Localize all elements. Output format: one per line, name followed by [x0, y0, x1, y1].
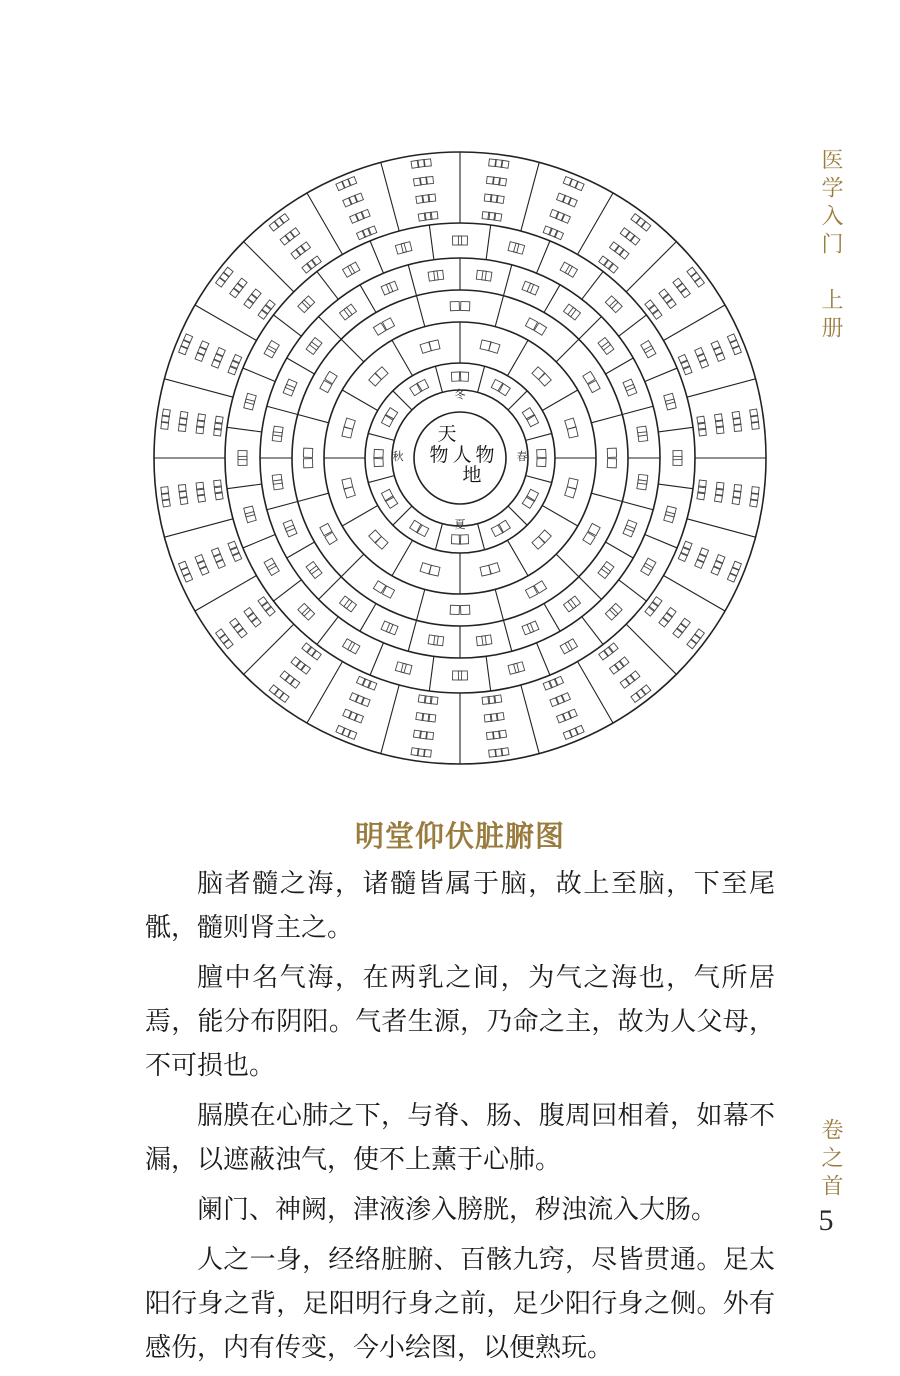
- glyph-mark: [609, 603, 622, 616]
- glyph-mark: [565, 487, 576, 498]
- direction-label-north: 冬: [454, 388, 466, 401]
- divider-line: [408, 265, 416, 296]
- glyph-mark: [598, 566, 611, 579]
- divider-line: [368, 476, 394, 483]
- glyph-mark: [369, 530, 382, 543]
- glyph-mark: [343, 639, 355, 651]
- divider-line: [227, 484, 262, 489]
- divider-line: [664, 576, 725, 612]
- divider-line: [605, 358, 633, 374]
- divider-line: [392, 540, 413, 576]
- divider-line: [360, 603, 376, 631]
- divider-line: [526, 476, 552, 483]
- divider-line: [244, 624, 294, 674]
- glyph-mark: [450, 301, 459, 310]
- glyph-mark: [641, 341, 653, 353]
- glyph-mark: [522, 623, 534, 635]
- divider-line: [370, 643, 383, 675]
- page-number: 5: [818, 1204, 834, 1237]
- divider-line: [579, 577, 602, 600]
- divider-line: [370, 241, 383, 273]
- divider-line: [341, 554, 364, 577]
- glyph-mark: [476, 636, 486, 646]
- divider-line: [687, 519, 756, 537]
- glyph-mark: [673, 451, 682, 460]
- glyph-mark: [564, 599, 577, 612]
- divider-line: [619, 315, 647, 336]
- divider-line: [360, 285, 376, 313]
- divider-line: [317, 272, 338, 300]
- glyph-mark: [342, 478, 353, 489]
- glyph-mark: [568, 307, 581, 320]
- glyph-mark: [272, 432, 282, 442]
- glyph-mark: [458, 671, 467, 680]
- section-label: 卷之首: [818, 1118, 843, 1202]
- glyph-mark: [601, 342, 614, 355]
- divider-line: [626, 242, 676, 292]
- divider-line: [486, 656, 491, 691]
- glyph-mark: [283, 384, 295, 396]
- glyph-mark: [453, 671, 462, 680]
- glyph-mark: [605, 296, 618, 309]
- divider-line: [544, 603, 560, 631]
- paragraph: 脑者髓之海，诸髓皆属于脑，故上至脑，下至尾骶，髓则肾主之。: [145, 869, 775, 943]
- glyph-mark: [264, 558, 276, 570]
- glyph-mark: [567, 427, 578, 438]
- glyph-mark: [238, 456, 247, 465]
- paragraph: 膻中名气海，在两乳之间，为气之海也，气所居焉，能分布阴阳。气者生源，乃命之主，故为人父母，不可损也。: [145, 963, 775, 1081]
- glyph-mark: [476, 270, 486, 280]
- glyph-mark: [453, 236, 462, 245]
- divider-line: [164, 379, 233, 397]
- glyph-mark: [428, 635, 438, 645]
- divider-line: [542, 506, 578, 527]
- glyph-mark: [480, 565, 491, 576]
- divider-line: [164, 519, 233, 537]
- glyph-mark: [564, 304, 577, 317]
- divider-line: [658, 427, 693, 432]
- glyph-mark: [302, 296, 315, 309]
- glyph-mark: [532, 367, 545, 380]
- glyph-mark: [267, 341, 279, 353]
- divider-line: [368, 433, 394, 440]
- wheel-svg: [150, 148, 770, 768]
- divider-line: [605, 542, 633, 558]
- divider-line: [508, 540, 529, 576]
- glyph-mark: [267, 563, 279, 575]
- divider-line: [645, 368, 677, 381]
- divider-line: [435, 366, 442, 392]
- divider-line: [243, 535, 275, 548]
- glyph-mark: [375, 537, 388, 550]
- glyph-mark: [348, 642, 360, 654]
- divider-line: [429, 656, 434, 691]
- glyph-mark: [560, 262, 572, 274]
- glyph-mark: [339, 596, 352, 609]
- glyph-mark: [644, 346, 656, 358]
- glyph-mark: [641, 563, 653, 575]
- divider-line: [578, 662, 614, 723]
- glyph-mark: [565, 639, 577, 651]
- glyph-mark: [264, 346, 276, 358]
- divider-line: [244, 242, 294, 292]
- divider-line: [544, 285, 560, 313]
- divider-line: [556, 339, 579, 362]
- divider-line: [195, 576, 256, 612]
- book-title: 医学入门: [818, 148, 843, 260]
- divider-line: [521, 685, 539, 754]
- divider-line: [626, 624, 676, 674]
- glyph-mark: [386, 281, 398, 293]
- glyph-mark: [638, 432, 648, 442]
- glyph-mark: [429, 340, 440, 351]
- glyph-mark: [565, 265, 577, 277]
- divider-line: [342, 390, 378, 411]
- divider-line: [645, 535, 677, 548]
- divider-line: [267, 501, 298, 509]
- divider-line: [508, 391, 527, 410]
- glyph-mark: [298, 300, 311, 313]
- glyph-mark: [607, 459, 616, 468]
- divider-line: [526, 433, 552, 440]
- glyph-mark: [498, 520, 510, 532]
- glyph-mark: [410, 520, 422, 532]
- paragraph: 人之一身，经络脏腑、百骸九窍，尽皆贯通。足太阳行身之背，足阳明行身之前，足少阳行身之侧。外有感伤，内有传变，今小绘图，以便熟玩。: [145, 1245, 775, 1363]
- center-char-3: 物: [475, 444, 495, 466]
- divider-line: [658, 484, 693, 489]
- divider-line: [287, 358, 315, 374]
- divider-line: [578, 193, 614, 254]
- center-char-4: 地: [462, 464, 482, 486]
- glyph-mark: [283, 520, 295, 532]
- glyph-mark: [410, 383, 422, 395]
- glyph-mark: [303, 448, 312, 457]
- divider-line: [298, 415, 329, 423]
- glyph-mark: [238, 451, 247, 460]
- divider-line: [274, 315, 302, 336]
- glyph-mark: [303, 459, 312, 468]
- glyph-mark: [498, 383, 510, 395]
- glyph-mark: [625, 384, 637, 396]
- direction-label-east: 春: [516, 450, 528, 463]
- glyph-mark: [539, 530, 552, 543]
- glyph-mark: [385, 496, 397, 508]
- glyph-mark: [348, 262, 360, 274]
- glyph-mark: [306, 342, 319, 355]
- glyph-mark: [598, 337, 611, 350]
- divider-line: [381, 162, 399, 231]
- glyph-mark: [637, 480, 647, 490]
- glyph-mark: [309, 337, 322, 350]
- glyph-mark: [625, 520, 637, 532]
- divider-line: [307, 193, 343, 254]
- divider-line: [319, 577, 342, 600]
- glyph-mark: [273, 426, 283, 436]
- divider-line: [393, 506, 412, 525]
- divider-line: [622, 406, 653, 414]
- divider-line: [503, 620, 511, 651]
- divider-line: [591, 493, 622, 501]
- divider-line: [408, 620, 416, 651]
- divider-line: [341, 339, 364, 362]
- glyph-mark: [644, 558, 656, 570]
- center-char-2: 物: [429, 444, 449, 466]
- divider-line: [417, 589, 425, 620]
- glyph-mark: [522, 281, 534, 293]
- divider-line: [392, 340, 413, 376]
- divider-line: [556, 554, 579, 577]
- paragraph: 阑门、神阙，津液渗入膀胱，秽浊流入大肠。: [197, 1195, 718, 1225]
- glyph-mark: [609, 300, 622, 313]
- divider-line: [298, 493, 329, 501]
- glyph-mark: [458, 236, 467, 245]
- divider-line: [429, 225, 434, 260]
- glyph-mark: [568, 596, 581, 609]
- divider-line: [227, 427, 262, 432]
- divider-line: [537, 643, 550, 675]
- glyph-mark: [343, 265, 355, 277]
- glyph-mark: [344, 418, 355, 429]
- divider-line: [687, 379, 756, 397]
- divider-line: [508, 506, 527, 525]
- center-char-0: 天: [437, 423, 457, 445]
- running-header: [806, 148, 846, 344]
- divider-line: [435, 524, 442, 550]
- glyph-mark: [461, 605, 470, 614]
- glyph-mark: [306, 562, 319, 575]
- glyph-mark: [601, 562, 614, 575]
- divider-line: [478, 524, 485, 550]
- divider-line: [521, 162, 539, 231]
- divider-line: [274, 580, 302, 601]
- volume-label: 上册: [818, 288, 843, 344]
- glyph-mark: [560, 642, 572, 654]
- glyph-mark: [344, 304, 357, 317]
- glyph-mark: [375, 367, 388, 380]
- divider-line: [542, 390, 578, 411]
- paragraph: 膈膜在心肺之下，与脊、肠、腹周回相着，如幕不漏，以遮蔽浊气，使不上薰于心肺。: [145, 1101, 775, 1175]
- direction-label-south: 夏: [454, 518, 466, 531]
- glyph-mark: [302, 607, 315, 620]
- divider-line: [503, 265, 511, 296]
- divider-line: [417, 296, 425, 327]
- divider-line: [307, 662, 343, 723]
- divider-line: [319, 317, 342, 340]
- divider-line: [267, 406, 298, 414]
- divider-line: [486, 225, 491, 260]
- divider-line: [495, 296, 503, 327]
- glyph-mark: [638, 474, 648, 484]
- glyph-mark: [272, 474, 282, 484]
- divider-line: [381, 685, 399, 754]
- glyph-mark: [369, 373, 382, 386]
- glyph-mark: [673, 456, 682, 465]
- divider-line: [317, 617, 338, 645]
- glyph-mark: [461, 301, 470, 310]
- glyph-mark: [339, 307, 352, 320]
- divider-line: [508, 340, 529, 376]
- center-char-1: 人: [452, 444, 472, 466]
- divider-line: [195, 305, 256, 341]
- divider-line: [478, 366, 485, 392]
- divider-line: [537, 241, 550, 273]
- divider-line: [664, 305, 725, 341]
- glyph-mark: [386, 623, 398, 635]
- glyph-mark: [344, 599, 357, 612]
- glyph-mark: [482, 271, 492, 281]
- divider-line: [582, 272, 603, 300]
- glyph-mark: [434, 270, 444, 280]
- divider-line: [582, 617, 603, 645]
- divider-line: [393, 391, 412, 410]
- glyph-mark: [489, 342, 500, 353]
- divider-line: [495, 589, 503, 620]
- glyph-mark: [522, 496, 534, 508]
- glyph-mark: [385, 408, 397, 420]
- glyph-mark: [605, 607, 618, 620]
- divider-line: [591, 415, 622, 423]
- glyph-mark: [522, 408, 534, 420]
- divider-line: [619, 580, 647, 601]
- glyph-mark: [420, 563, 431, 574]
- glyph-mark: [539, 373, 552, 386]
- cosmological-wheel-diagram: [150, 148, 770, 768]
- divider-line: [579, 317, 602, 340]
- divider-line: [622, 501, 653, 509]
- glyph-mark: [434, 636, 444, 646]
- divider-line: [243, 368, 275, 381]
- divider-line: [342, 506, 378, 527]
- glyph-mark: [298, 603, 311, 616]
- body-text: [145, 862, 775, 1376]
- direction-label-west: 秋: [392, 450, 404, 463]
- glyph-mark: [532, 537, 545, 550]
- glyph-mark: [607, 448, 616, 457]
- section-title: 明堂仰伏脏腑图: [354, 819, 565, 853]
- glyph-mark: [309, 566, 322, 579]
- divider-line: [287, 542, 315, 558]
- glyph-mark: [450, 605, 459, 614]
